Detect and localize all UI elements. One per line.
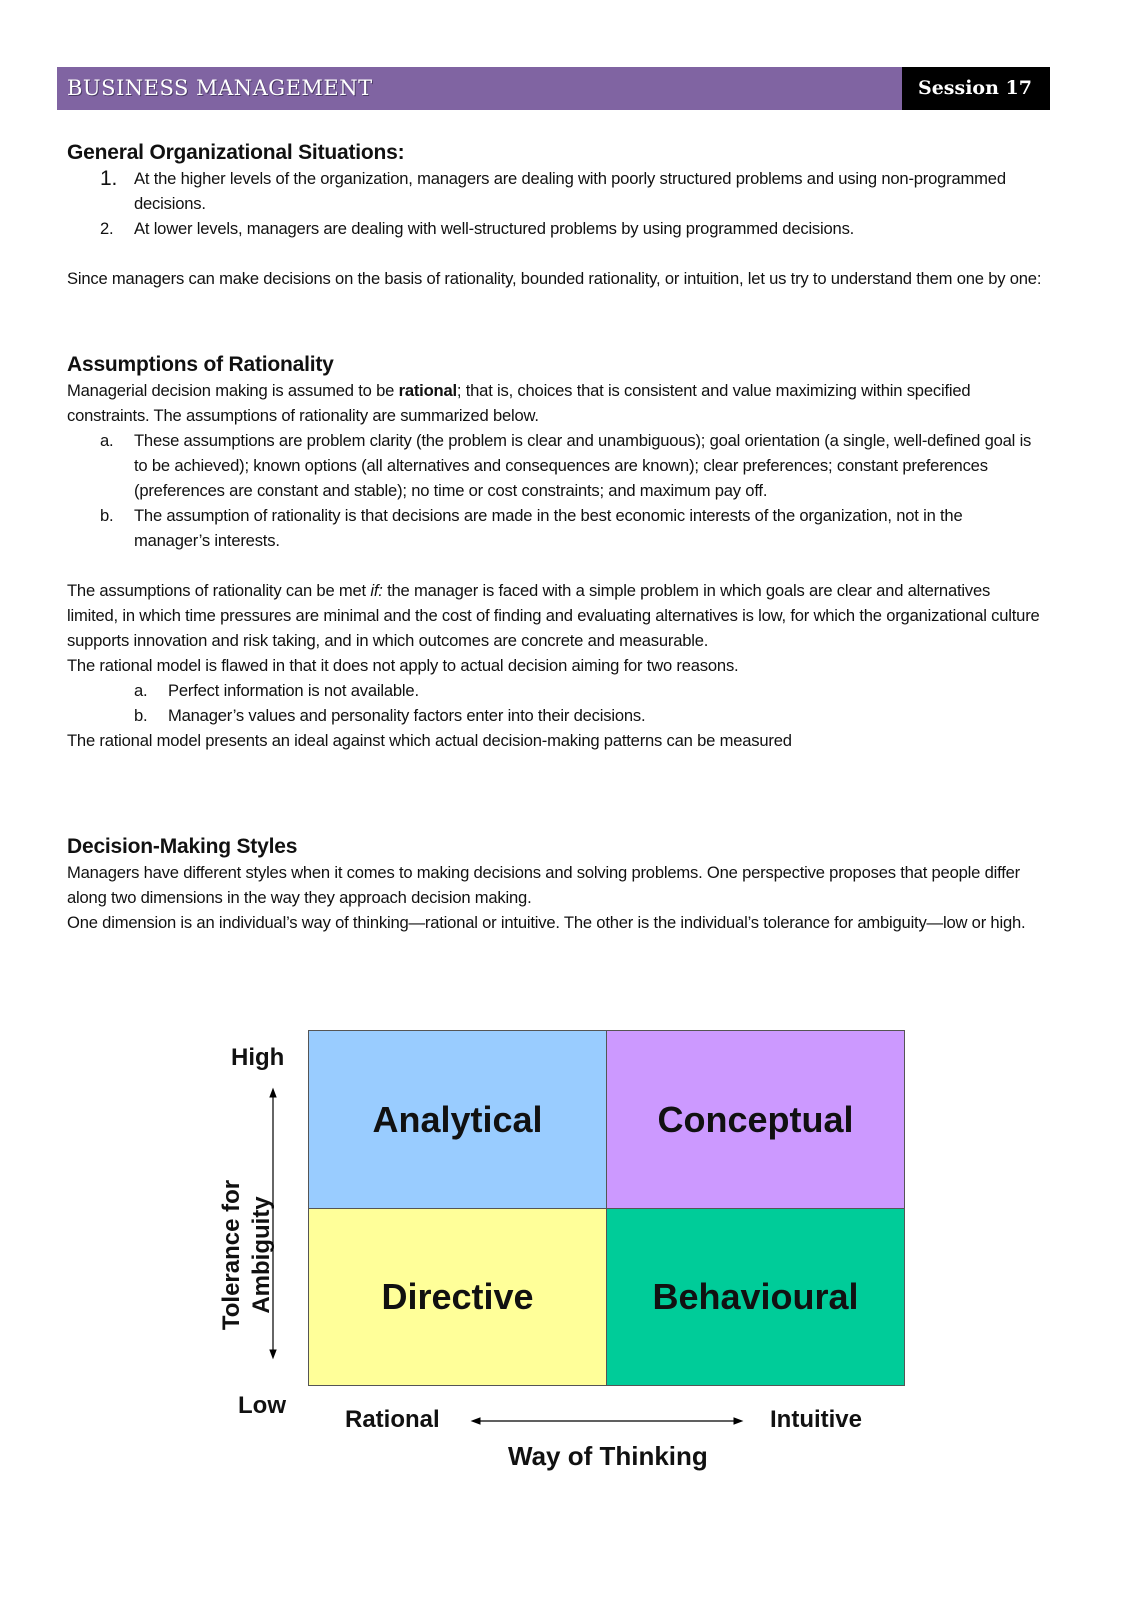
text: the manager is faced with a simple problem in which goals are clear and alternatives limited, in which time pressures are minimal and the cost of finding and evaluating alternatives is low, for which the organizational culture supports innovation and risk taking, and in which outcomes are concrete and measurable. — [67, 581, 1040, 650]
list-text: At the higher levels of the organization, managers are dealing with poorly structured problems and using non-programmed decisions. — [134, 169, 1006, 213]
list-text: At lower levels, managers are dealing with well-structured problems by using programmed decisions. — [134, 219, 855, 238]
y-axis-arrow — [270, 1089, 276, 1358]
section-heading: Assumptions of Rationality — [67, 353, 334, 376]
x-axis-arrow — [472, 1418, 742, 1424]
paragraph: Since managers can make decisions on the basis of rationality, bounded rationality, or intuition, let us try to understand them one by one: — [67, 269, 1042, 288]
x-axis-rational-label: Rational — [345, 1406, 440, 1433]
quadrant-directive: Directive — [308, 1208, 607, 1386]
y-axis-title-line: Ambiguity — [248, 1196, 275, 1314]
list-marker: a. — [134, 681, 148, 700]
course-title: BUSINESS MANAGEMENT — [67, 76, 373, 100]
text: Managerial decision making is assumed to be — [67, 381, 399, 400]
bold-text: rational — [398, 381, 457, 400]
quadrant-conceptual: Conceptual — [606, 1030, 905, 1209]
list-marker: a. — [100, 431, 114, 450]
text: The assumptions of rationality can be met — [67, 581, 371, 600]
list-text: These assumptions are problem clarity (the problem is clear and unambiguous); goal orientation (a single, well-defined goal is to be achieved); known options (all alternatives and consequences are known); clear preferences; constant preferences (preferences are constant and stable); no time or cost constraints; and maximum pay off. — [134, 431, 1032, 500]
paragraph: The rational model presents an ideal against which actual decision-making patterns can be measured — [67, 731, 792, 750]
list-marker: 2. — [100, 219, 114, 238]
y-axis-high-label: High — [231, 1044, 285, 1071]
x-axis-intuitive-label: Intuitive — [770, 1406, 863, 1433]
session-label: Session 17 — [918, 77, 1032, 99]
list-marker: b. — [134, 706, 148, 725]
paragraph: The rational model is flawed in that it does not apply to actual decision aiming for two reasons. — [67, 656, 739, 675]
y-axis-low-label: Low — [238, 1392, 286, 1419]
list-marker: b. — [100, 506, 114, 525]
y-axis-title-line: Tolerance for — [218, 1179, 245, 1331]
quadrant-behavioural: Behavioural — [606, 1208, 905, 1386]
quadrant-analytical: Analytical — [308, 1030, 607, 1209]
section-heading: General Organizational Situations: — [67, 141, 405, 164]
section-heading: Decision-Making Styles — [67, 835, 298, 858]
italic-text: if: — [370, 581, 383, 600]
list-text: Perfect information is not available. — [168, 681, 419, 700]
list-text: Manager’s values and personality factors enter into their decisions. — [168, 706, 646, 725]
text: ; that is, choices that is consistent and value maximizing within specified constraints. The assumptions of rationality are summarized below. — [67, 381, 971, 425]
paragraph: Managers have different styles when it comes to making decisions and solving problems. One perspective proposes that people differ along two dimensions in the way they approach decision making. — [67, 863, 1020, 907]
list-marker: 1. — [100, 167, 118, 190]
paragraph: One dimension is an individual’s way of thinking—rational or intuitive. The other is the individual’s tolerance for ambiguity—low or high. — [67, 913, 1026, 932]
x-axis-title: Way of Thinking — [508, 1441, 708, 1471]
list-text: The assumption of rationality is that decisions are made in the best economic interests of the organization, not in the manager’s interests. — [134, 506, 963, 550]
